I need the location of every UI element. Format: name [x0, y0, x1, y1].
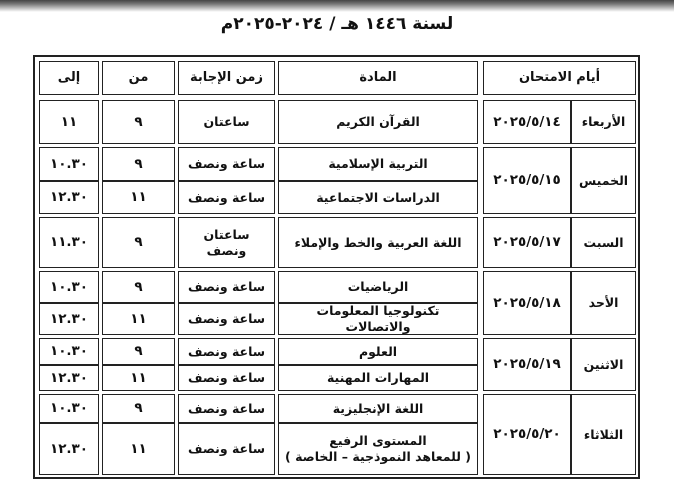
day-name: الخميس [571, 147, 636, 214]
day-date: ٢٠٢٥/٥/١٧ [483, 217, 571, 268]
header-day: أيام الامتحان [483, 61, 636, 95]
to-cell: ١٢.٣٠ [39, 423, 99, 475]
from-cell: ١١ [102, 181, 175, 214]
from-cell: ٩ [102, 147, 175, 181]
duration-cell: ساعة ونصف [178, 338, 275, 365]
page-title: لسنة ١٤٤٦ هـ / ٢٠٢٤-٢٠٢٥م [220, 14, 454, 34]
subject-cell: الرياضيات [278, 271, 478, 303]
subject-cell: القرآن الكريم [278, 100, 478, 144]
duration-cell: ساعة ونصف [178, 181, 275, 214]
header-from: من [102, 61, 175, 95]
header-subject: المادة [278, 61, 478, 95]
duration-cell: ساعة ونصف [178, 303, 275, 335]
from-cell: ٩ [102, 217, 175, 268]
exam-schedule-table [33, 55, 640, 479]
day-name: السبت [571, 217, 636, 268]
duration-cell: ساعة ونصف [178, 147, 275, 181]
to-cell: ١٢.٣٠ [39, 303, 99, 335]
from-cell: ١١ [102, 423, 175, 475]
from-cell: ٩ [102, 338, 175, 365]
duration-cell: ساعة ونصف [178, 394, 275, 423]
to-cell: ١٠.٣٠ [39, 338, 99, 365]
subject-cell: تكنولوجيا المعلومات والاتصالات [278, 303, 478, 335]
day-name: الأربعاء [571, 100, 636, 144]
day-date: ٢٠٢٥/٥/١٨ [483, 271, 571, 335]
day-name: الأحد [571, 271, 636, 335]
duration-cell: ساعتان ونصف [178, 217, 275, 268]
header-duration: زمن الإجابة [178, 61, 275, 95]
day-date: ٢٠٢٥/٥/٢٠ [483, 394, 571, 475]
day-date: ٢٠٢٥/٥/١٩ [483, 338, 571, 391]
from-cell: ٩ [102, 100, 175, 144]
from-cell: ١١ [102, 365, 175, 391]
to-cell: ١٠.٣٠ [39, 147, 99, 181]
top-edge-strip [0, 0, 674, 12]
duration-cell: ساعتان [178, 100, 275, 144]
from-cell: ٩ [102, 394, 175, 423]
duration-cell: ساعة ونصف [178, 271, 275, 303]
duration-cell: ساعة ونصف [178, 423, 275, 475]
from-cell: ٩ [102, 271, 175, 303]
day-date: ٢٠٢٥/٥/١٤ [483, 100, 571, 144]
day-name: الاثنين [571, 338, 636, 391]
to-cell: ١٠.٣٠ [39, 271, 99, 303]
subject-cell: اللغة العربية والخط والإملاء [278, 217, 478, 268]
to-cell: ١٠.٣٠ [39, 394, 99, 423]
subject-cell [278, 423, 478, 475]
from-cell: ١١ [102, 303, 175, 335]
to-cell: ١٢.٣٠ [39, 365, 99, 391]
header-to: إلى [39, 61, 99, 95]
day-date: ٢٠٢٥/٥/١٥ [483, 147, 571, 214]
subject-cell: الدراسات الاجتماعية [278, 181, 478, 214]
duration-cell: ساعة ونصف [178, 365, 275, 391]
subject-name: المستوى الرفيع [329, 433, 427, 449]
to-cell: ١٢.٣٠ [39, 181, 99, 214]
day-name: الثلاثاء [571, 394, 636, 475]
to-cell: ١١.٣٠ [39, 217, 99, 268]
to-cell: ١١ [39, 100, 99, 144]
subject-cell: التربية الإسلامية [278, 147, 478, 181]
subject-cell: العلوم [278, 338, 478, 365]
subject-cell: المهارات المهنية [278, 365, 478, 391]
subject-note: ( للمعاهد النموذجية – الخاصة ) [285, 449, 471, 464]
subject-cell: اللغة الإنجليزية [278, 394, 478, 423]
